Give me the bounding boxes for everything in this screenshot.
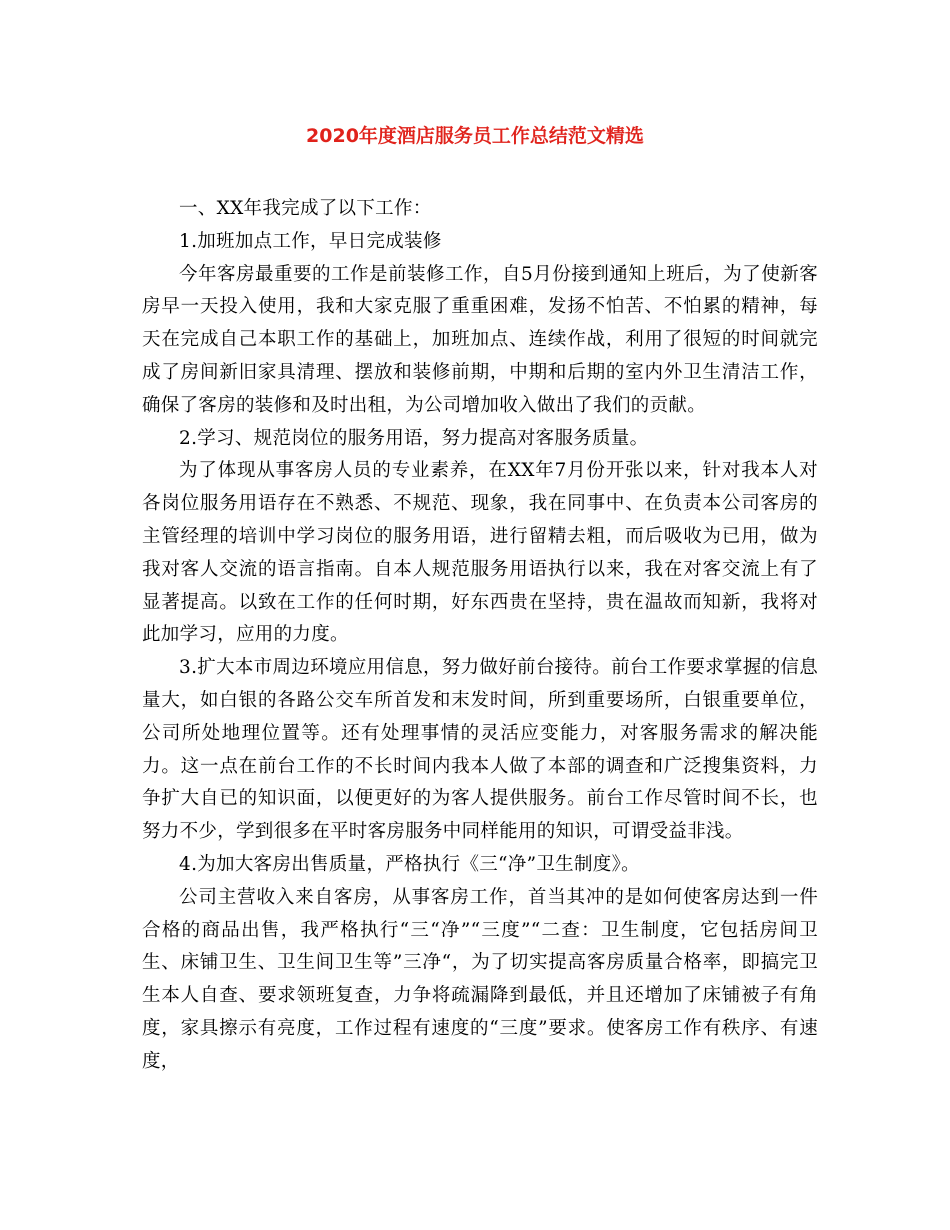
paragraph-4: 公司主营收入来自客房，从事客房工作，首当其冲的是如何使客房达到一件合格的商品出售，我严格执行“三“净”“三度”“二查：卫生制度，它包括房间卫生、床铺卫生、卫生间卫生等”三净“，为了切实提高客房质量合格率，即搞完卫生本人自查、要求领班复查，力争将疏漏降到最低，并且还增加了床铺被子有角度，家具擦示有亮度，工作过程有速度的“三度”要求。使客房工作有秩序、有速度， <box>142 886 818 1072</box>
section-heading: 一、XX年我完成了以下工作： <box>179 198 432 219</box>
paragraph-2: 为了体现从事客房人员的专业素养，在XX年7月份开张以来，针对我本人对各岗位服务用语存在不熟悉、不规范、现象，我在同事中、在负责本公司客房的主管经理的培训中学习岗位的服务用语，进行留精去粗，而后吸收为已用，做为我对客人交流的语言指南。自本人规范服务用语执行以来，我在对客交流上有了显著提高。以致在工作的任何时期，好东西贵在坚持，贵在温故而知新，我将对此加学习，应用的力度。 <box>142 460 818 646</box>
paragraph-1: 今年客房最重要的工作是前装修工作，自5月份接到通知上班后，为了使新客房早一天投入使用，我和大家克服了重重困难，发扬不怕苦、不怕累的精神，每天在完成自己本职工作的基础上，加班加点、连续作战，利用了很短的时间就完成了房间新旧家具清理、摆放和装修前期，中期和后期的室内外卫生清洁工作，确保了客房的装修和及时出租，为公司增加收入做出了我们的贡献。 <box>142 263 818 416</box>
item-heading-2: 2.学习、规范岗位的服务用语，努力提高对客服务质量。 <box>179 427 649 449</box>
document-title: 2020年度酒店服务员工作总结范文精选 <box>306 125 644 147</box>
paragraph-3: 3.扩大本市周边环境应用信息，努力做好前台接待。前台工作要求掌握的信息量大，如白银的各路公交车所首发和末发时间，所到重要场所，白银重要单位，公司所处地理位置等。还有处理事情的灵活应变能力，对客服务需求的解决能力。这一点在前台工作的不长时间内我本人做了本部的调查和广泛搜集资料，力争扩大自已的知识面，以便更好的为客人提供服务。前台工作尽管时间不长，也努力不少，学到很多在平时客房服务中同样能用的知识，可谓受益非浅。 <box>142 657 818 843</box>
item-heading-1: 1.加班加点工作，早日完成装修 <box>179 230 442 252</box>
item-heading-4: 4.为加大客房出售质量，严格执行《三“净”卫生制度》。 <box>179 853 640 875</box>
document-body <box>142 193 818 1079</box>
